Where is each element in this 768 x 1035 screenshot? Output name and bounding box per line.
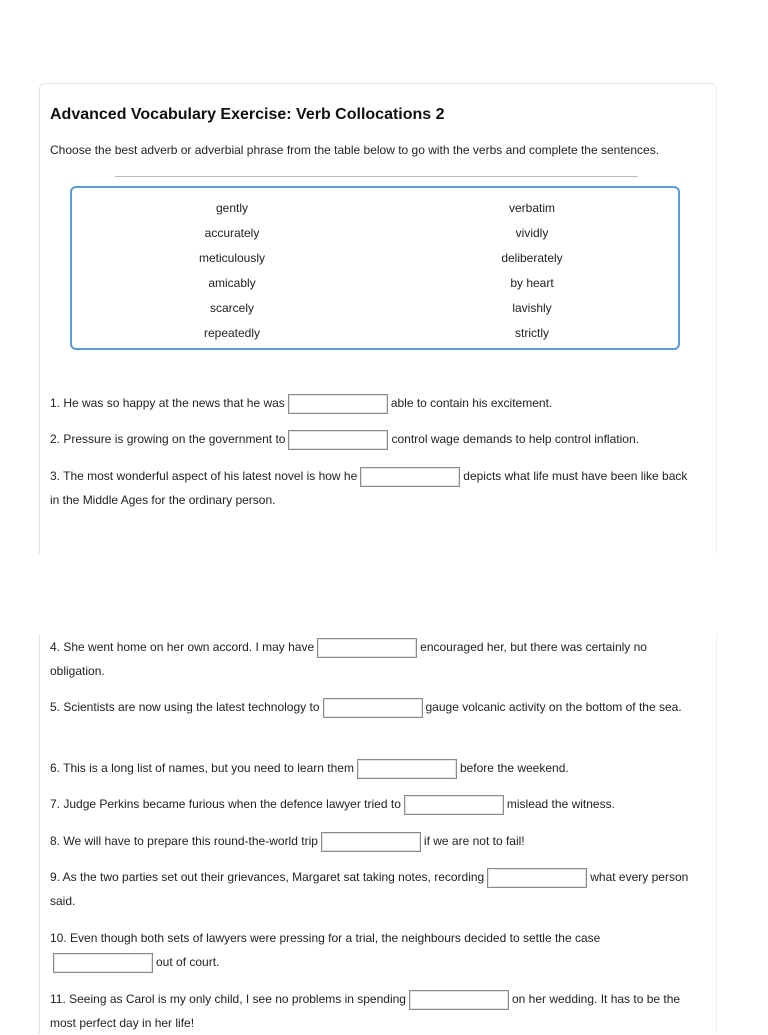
word-bank-item: strictly [515, 326, 549, 340]
answer-input-2[interactable] [288, 430, 388, 450]
question-4 [50, 635, 695, 683]
answer-input-6[interactable] [357, 759, 457, 779]
answer-input-9[interactable] [487, 868, 587, 888]
question-text-before: 4. She went home on her own accord. I may have [50, 640, 315, 654]
answer-input-3[interactable] [360, 467, 460, 487]
question-text-after: on her wedding. It has to be the most perfect day in her life! [50, 992, 681, 1030]
question-text-before: 8. We will have to prepare this round-the-world trip [50, 834, 318, 848]
word-bank-item: vividly [515, 226, 549, 240]
question-6 [50, 756, 695, 780]
question-text-before: 1. He was so happy at the news that he was [50, 396, 285, 410]
question-text-after: if we are not to fail! [423, 834, 525, 848]
word-bank-right-column [432, 200, 632, 350]
question-text-after: what every person said. [50, 870, 689, 908]
question-3 [50, 464, 695, 512]
question-text-after: before the weekend. [459, 761, 569, 775]
word-bank-left-column [132, 200, 332, 350]
question-text-before: 10. Even though both sets of lawyers were pressing for a trial, the neighbours decided to settle the case [50, 931, 601, 945]
answer-input-1[interactable] [288, 394, 388, 414]
question-2 [50, 427, 695, 451]
question-text-before: 5. Scientists are now using the latest technology to [50, 700, 320, 714]
question-8 [50, 829, 695, 853]
question-1 [50, 391, 695, 415]
answer-input-11[interactable] [409, 990, 509, 1010]
word-bank-item: gently [215, 201, 249, 215]
word-bank-item: lavishly [512, 301, 552, 315]
answer-input-4[interactable] [317, 638, 417, 658]
divider [115, 176, 638, 177]
question-11 [50, 987, 695, 1035]
question-5 [50, 695, 695, 719]
question-text-before: 2. Pressure is growing on the government to [50, 432, 286, 446]
word-bank-item: amicably [208, 276, 256, 290]
question-text-after: able to contain his excitement. [390, 396, 553, 410]
word-bank-item: scarcely [209, 301, 254, 315]
question-text-after: out of court. [156, 955, 220, 969]
question-text-after: depicts what life must have been like back in the Middle Ages for the ordinary person. [50, 469, 688, 507]
word-bank-item: accurately [204, 226, 260, 240]
answer-input-8[interactable] [321, 832, 421, 852]
question-10 [50, 926, 695, 974]
word-bank-item: by heart [510, 276, 554, 290]
page-title: Advanced Vocabulary Exercise: Verb Collocations 2 [50, 106, 445, 123]
question-text-after: encouraged her, but there was certainly no obligation. [50, 640, 647, 678]
word-bank-item: verbatim [508, 201, 555, 215]
question-text-after: mislead the witness. [506, 797, 615, 811]
answer-input-10[interactable] [53, 953, 153, 973]
question-text-before: 7. Judge Perkins became furious when the defence lawyer tried to [50, 797, 401, 811]
answer-input-7[interactable] [404, 795, 504, 815]
question-text-after: gauge volcanic activity on the bottom of the sea. [425, 700, 682, 714]
question-text-before: 9. As the two parties set out their grievances, Margaret sat taking notes, recording [50, 870, 485, 884]
word-bank-item: meticulously [198, 251, 266, 265]
question-text-before: 3. The most wonderful aspect of his latest novel is how he [50, 469, 358, 483]
instructions-text: Choose the best adverb or adverbial phrase from the table below to go with the verbs and complete the sentences. [50, 143, 660, 157]
word-bank [70, 186, 680, 350]
question-7 [50, 792, 695, 816]
question-text-before: 6. This is a long list of names, but you need to learn them [50, 761, 354, 775]
answer-input-5[interactable] [323, 698, 423, 718]
question-9 [50, 865, 695, 913]
question-text-after: control wage demands to help control inflation. [391, 432, 639, 446]
question-text-before: 11. Seeing as Carol is my only child, I see no problems in spending [50, 992, 406, 1006]
word-bank-item: repeatedly [203, 326, 261, 340]
word-bank-item: deliberately [501, 251, 563, 265]
